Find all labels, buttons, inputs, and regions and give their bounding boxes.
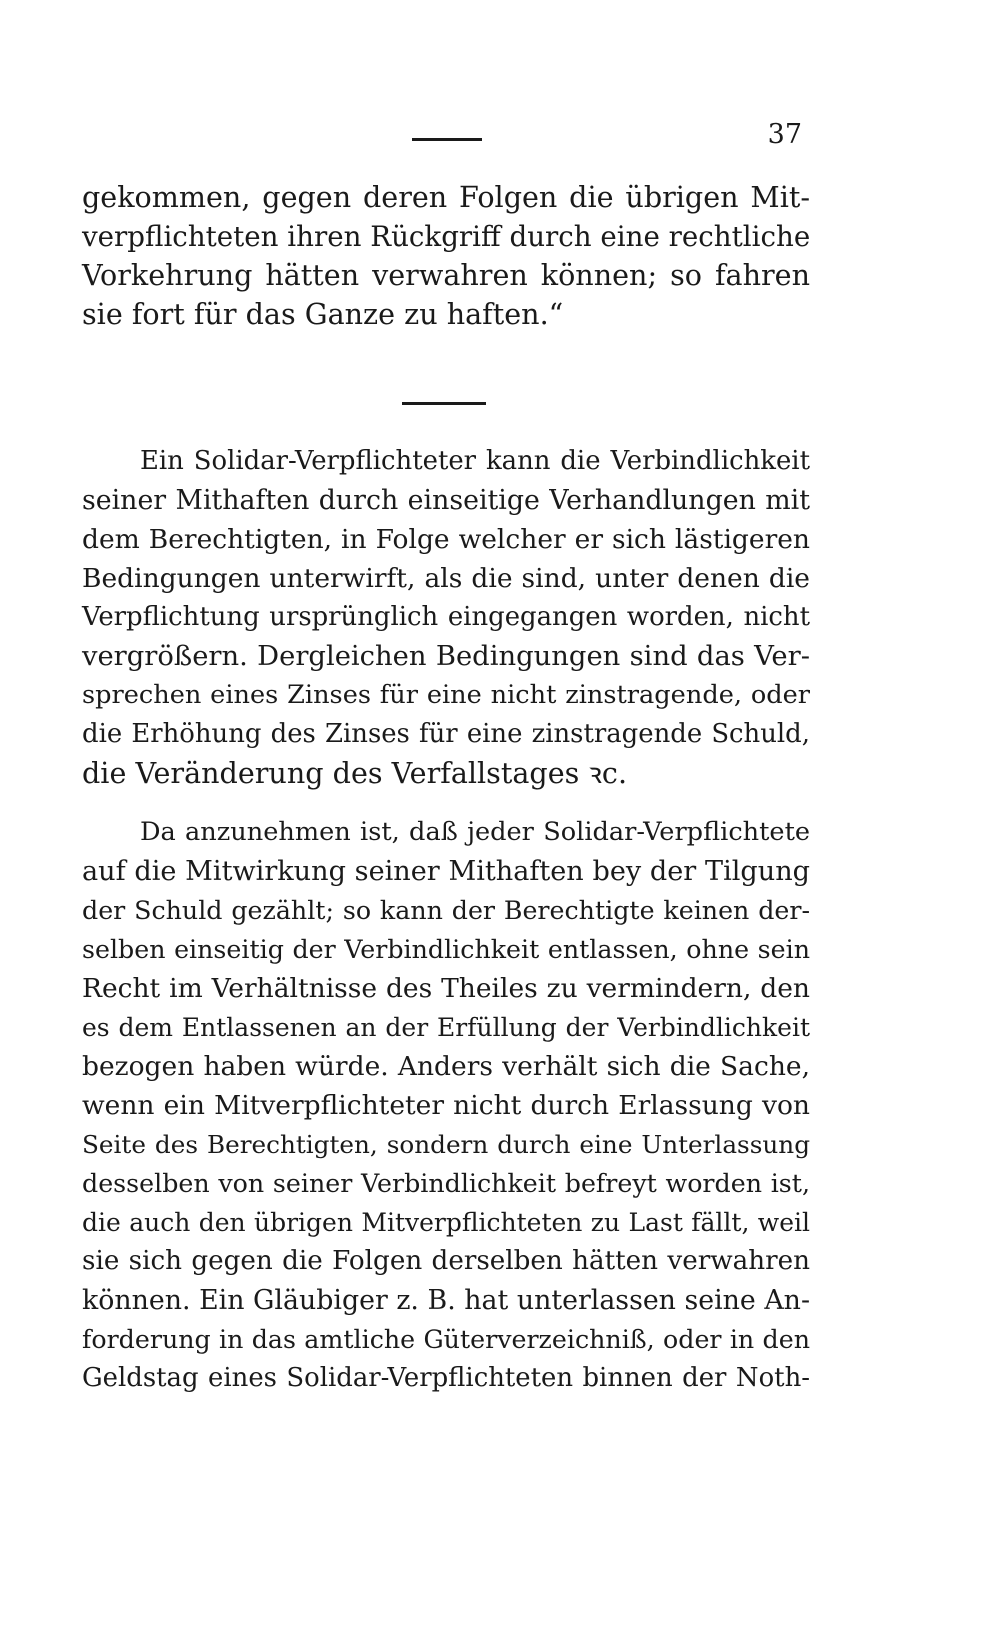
paragraph-solidar-conditions xyxy=(82,442,810,793)
text-line: Da anzunehmen ist, daß jeder Solidar-Verpflichtete xyxy=(140,817,810,847)
paragraph-text xyxy=(82,813,810,1398)
running-head xyxy=(82,118,812,158)
text-line: bezogen haben würde. Anders verhält sich die Sache, xyxy=(82,1051,810,1082)
text-line: Bedingungen unterwirft, als die sind, unter denen die xyxy=(82,563,810,594)
text-line: die Veränderung des Verfallstages ꝛc. xyxy=(82,756,628,790)
text-line: auf die Mitwirkung seiner Mithaften bey der Tilgung xyxy=(82,856,810,887)
text-line: die Erhöhung des Zinses für eine zinstragende Schuld, xyxy=(82,719,810,749)
text-line: dem Berechtigten, in Folge welcher er sich lästigeren xyxy=(82,524,810,555)
text-line: sprechen eines Zinses für eine nicht zinstragende, oder xyxy=(82,680,810,710)
text-line: Geldstag eines Solidar-Verpflichteten binnen der Noth- xyxy=(82,1363,810,1393)
section-divider xyxy=(402,402,486,405)
text-line: desselben von seiner Verbindlichkeit befreyt worden ist, xyxy=(82,1169,810,1198)
text-line: gekommen, gegen deren Folgen die übrigen Mit- xyxy=(82,180,810,214)
text-line: sie sich gegen die Folgen derselben hätten verwahren xyxy=(82,1246,810,1276)
text-line: sie fort für das Ganze zu haften.“ xyxy=(82,297,564,331)
text-line: wenn ein Mitverpflichteter nicht durch Erlassung von xyxy=(82,1090,810,1121)
paragraph-text xyxy=(82,178,810,334)
text-line: die auch den übrigen Mitverpflichteten zu Last fällt, weil xyxy=(82,1208,810,1237)
paragraph-release xyxy=(82,813,810,1398)
header-rule xyxy=(412,138,482,141)
paragraph-continuation xyxy=(82,178,810,334)
text-line: können. Ein Gläubiger z. B. hat unterlassen seine An- xyxy=(82,1285,810,1316)
paragraph-text xyxy=(82,442,810,793)
text-line: Seite des Berechtigten, sondern durch eine Unterlassung xyxy=(82,1130,810,1159)
text-line: selben einseitig der Verbindlichkeit entlassen, ohne sein xyxy=(82,935,810,964)
text-line: verpflichteten ihren Rückgriff durch eine rechtliche xyxy=(82,220,811,253)
text-line: seiner Mithaften durch einseitige Verhandlungen mit xyxy=(82,485,810,516)
text-line: Verpflichtung ursprünglich eingegangen worden, nicht xyxy=(82,602,810,632)
text-line: der Schuld gezählt; so kann der Berechtigte keinen der- xyxy=(82,896,810,925)
text-line: Vorkehrung hätten verwahren können; so fahren xyxy=(82,258,810,292)
text-line: forderung in das amtliche Güterverzeichniß, oder in den xyxy=(82,1325,810,1354)
text-line: vergrößern. Dergleichen Bedingungen sind das Ver- xyxy=(82,641,810,672)
text-line: Recht im Verhältnisse des Theiles zu vermindern, den xyxy=(82,973,810,1004)
text-line: es dem Entlassenen an der Erfüllung der Verbindlichkeit xyxy=(82,1013,810,1042)
text-line: Ein Solidar-Verpflichteter kann die Verbindlichkeit xyxy=(140,446,810,476)
page-number: 37 xyxy=(767,119,802,150)
